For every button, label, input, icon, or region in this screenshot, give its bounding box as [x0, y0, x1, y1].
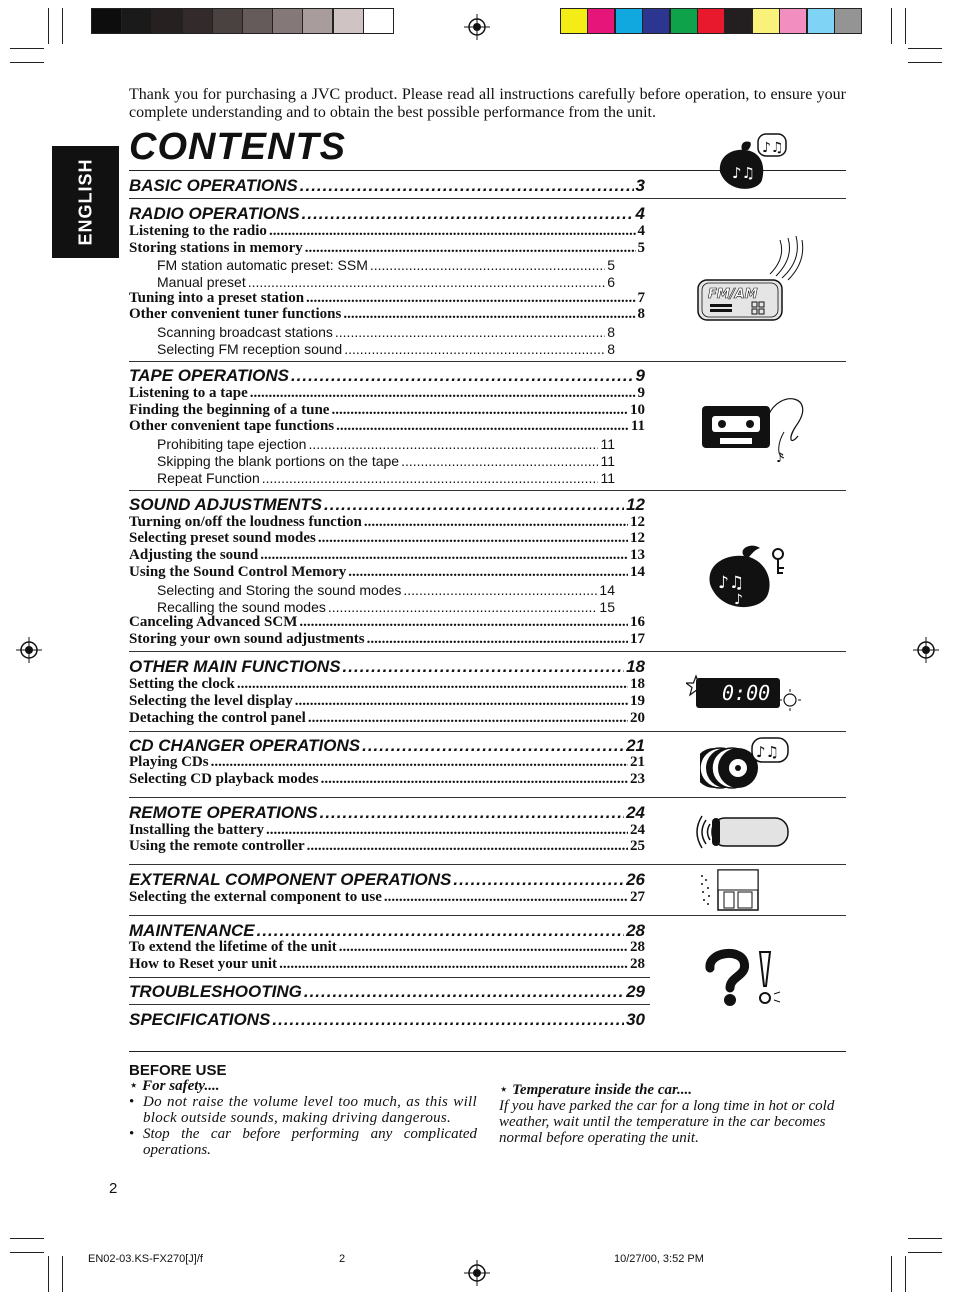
registration-mark-icon — [16, 637, 42, 663]
gray-swatch — [121, 8, 152, 34]
toc-section-basic[interactable]: BASIC OPERATIONS ..... 3 — [129, 176, 645, 196]
toc-entry[interactable]: Tuning into a preset station ..... 7 — [129, 290, 645, 307]
toc-entry[interactable]: Other convenient tuner functions ..... 8 — [129, 306, 645, 323]
section-divider — [129, 1004, 650, 1005]
toc-section-maintenance[interactable]: MAINTENANCE ..... 28 — [129, 921, 645, 941]
color-swatch — [697, 8, 725, 34]
color-swatch — [670, 8, 698, 34]
toc-entry[interactable]: Finding the beginning of a tune ..... 10 — [129, 402, 645, 419]
toc-subentry[interactable]: Prohibiting tape ejection ..... 11 — [157, 436, 615, 453]
section-divider — [129, 651, 846, 652]
toc-entry[interactable]: To extend the lifetime of the unit ..... 28 — [129, 939, 645, 956]
safety-notes: ⋆ For safety.... • Do not raise the volume level too much, as this will block outside sounds, making driving dangerous. • Stop the car before performing any complicated operations. — [129, 1078, 477, 1158]
gray-swatch — [151, 8, 182, 34]
toc-section-troubleshooting[interactable]: TROUBLESHOOTING ..... 29 — [129, 982, 645, 1002]
sound-bag-icon — [704, 540, 788, 614]
toc-section-specifications[interactable]: SPECIFICATIONS ..... 30 — [129, 1010, 645, 1030]
toc-entry[interactable]: Storing your own sound adjustments ..... 17 — [129, 631, 645, 648]
color-swatch — [752, 8, 780, 34]
toc-section-sound[interactable]: SOUND ADJUSTMENTS ..... 12 — [129, 495, 645, 515]
toc-entry[interactable]: Setting the clock ..... 18 — [129, 676, 645, 693]
radio-fm-am-icon — [694, 234, 806, 324]
toc-entry[interactable]: Selecting CD playback modes ..... 23 — [129, 771, 645, 788]
color-swatch — [779, 8, 807, 34]
section-divider — [129, 797, 846, 798]
toc-subentry[interactable]: Selecting and Storing the sound modes ..... 14 — [157, 582, 615, 599]
toc-subentry[interactable]: Recalling the sound modes ..... 15 — [157, 599, 615, 616]
svg-text:♪♫: ♪♫ — [756, 743, 780, 761]
color-swatch — [587, 8, 615, 34]
section-divider — [129, 864, 846, 865]
clock-display-icon — [686, 670, 802, 712]
section-divider — [129, 361, 846, 362]
footer-page: 2 — [339, 1253, 346, 1265]
registration-mark-icon — [464, 14, 490, 40]
toc-entry[interactable]: Using the remote controller ..... 25 — [129, 838, 645, 855]
footer-file: EN02-03.KS-FX270[J]/f — [88, 1253, 203, 1265]
color-swatch — [615, 8, 643, 34]
temperature-text: If you have parked the car for a long time in hot or cold weather, wait until the temperature in the car becomes normal before operating the unit. — [499, 1098, 835, 1146]
toc-entry[interactable]: How to Reset your unit ..... 28 — [129, 956, 645, 973]
toc-subentry[interactable]: Skipping the blank portions on the tape ..... 11 — [157, 453, 615, 470]
section-divider — [129, 731, 846, 732]
color-swatch — [724, 8, 752, 34]
safety-bullet: • Stop the car before performing any complicated operations. — [129, 1126, 477, 1158]
gray-swatch — [302, 8, 333, 34]
external-component-icon — [696, 868, 762, 914]
toc-section-external[interactable]: EXTERNAL COMPONENT OPERATIONS ..... 26 — [129, 870, 645, 890]
gray-swatch — [242, 8, 273, 34]
svg-text:♪♫: ♪♫ — [762, 140, 784, 156]
gray-swatch — [182, 8, 213, 34]
remote-controller-icon — [694, 812, 792, 852]
gray-swatch — [333, 8, 364, 34]
registration-mark-icon — [464, 1260, 490, 1286]
toc-entry[interactable]: Playing CDs ..... 21 — [129, 754, 645, 771]
color-swatch — [560, 8, 588, 34]
toc-section-other[interactable]: OTHER MAIN FUNCTIONS ..... 18 — [129, 657, 645, 677]
page-number: 2 — [109, 1180, 118, 1197]
color-swatch — [834, 8, 862, 34]
toc-entry[interactable]: Canceling Advanced SCM ..... 16 — [129, 614, 645, 631]
gray-swatch — [212, 8, 243, 34]
before-use-heading: BEFORE USE — [129, 1062, 227, 1079]
svg-text:♪♫: ♪♫ — [718, 573, 745, 593]
cd-changer-icon — [700, 736, 792, 792]
color-swatch — [642, 8, 670, 34]
svg-text:♪: ♪ — [734, 592, 743, 608]
toc-entry[interactable]: Storing stations in memory ..... 5 — [129, 240, 645, 257]
toc-entry[interactable]: Selecting the level display ..... 19 — [129, 693, 645, 710]
toc-entry[interactable]: Detaching the control panel ..... 20 — [129, 710, 645, 727]
toc-entry[interactable]: Turning on/off the loudness function ..... 12 — [129, 514, 645, 531]
toc-section-radio[interactable]: RADIO OPERATIONS ..... 4 — [129, 204, 645, 224]
question-exclamation-icon — [700, 946, 786, 1008]
temperature-title: Temperature inside the car.... — [512, 1082, 693, 1098]
toc-entry[interactable]: Selecting the external component to use ..... 27 — [129, 889, 645, 906]
intro-text: Thank you for purchasing a JVC product. Please read all instructions carefully before operation, to ensure your complete understanding and to obtain the best possible performance from the unit. — [129, 86, 846, 121]
gray-swatch — [363, 8, 394, 34]
clock-display-text: 0:00 — [722, 681, 771, 705]
gray-swatch — [272, 8, 303, 34]
language-tab-label: ENGLISH — [75, 158, 96, 246]
toc-entry[interactable]: Using the Sound Control Memory ..... 14 — [129, 564, 645, 581]
music-bag-icon — [714, 128, 790, 196]
section-divider — [129, 915, 846, 916]
toc-entry[interactable]: Listening to the radio ..... 4 — [129, 223, 645, 240]
fm-am-label: FM/AM — [708, 287, 758, 302]
safety-title: For safety.... — [142, 1078, 220, 1094]
toc-subentry[interactable]: FM station automatic preset: SSM ..... 5 — [157, 257, 615, 274]
toc-entry[interactable]: Adjusting the sound ..... 13 — [129, 547, 645, 564]
page-title: CONTENTS — [129, 126, 346, 168]
toc-section-cd[interactable]: CD CHANGER OPERATIONS ..... 21 — [129, 736, 645, 756]
section-divider — [129, 198, 846, 199]
language-tab — [52, 146, 119, 258]
toc-subentry[interactable]: Manual preset ..... 6 — [157, 274, 615, 291]
section-divider — [129, 490, 846, 491]
svg-text:♪♫: ♪♫ — [732, 164, 756, 182]
cassette-tape-icon — [700, 386, 810, 466]
section-divider — [129, 977, 650, 978]
toc-subentry[interactable]: Scanning broadcast stations ..... 8 — [157, 324, 615, 341]
toc-entry[interactable]: Installing the battery ..... 24 — [129, 822, 645, 839]
toc-section-remote[interactable]: REMOTE OPERATIONS ..... 24 — [129, 803, 645, 823]
toc-subentry[interactable]: Selecting FM reception sound ..... 8 — [157, 341, 615, 358]
toc-entry[interactable]: Other convenient tape functions ..... 11 — [129, 418, 645, 435]
registration-mark-icon — [913, 637, 939, 663]
gray-swatch — [91, 8, 122, 34]
safety-bullet: • Do not raise the volume level too much, as this will block outside sounds, making driving dangerous. — [129, 1094, 477, 1126]
toc-section-tape[interactable]: TAPE OPERATIONS ..... 9 — [129, 366, 645, 386]
footer-date: 10/27/00, 3:52 PM — [614, 1253, 704, 1265]
toc-entry[interactable]: Selecting preset sound modes ..... 12 — [129, 530, 645, 547]
svg-text:♪: ♪ — [776, 451, 785, 466]
temperature-notes: ⋆ Temperature inside the car.... If you have parked the car for a long time in hot or cold weather, wait until the temperature in the car becomes normal before operating the unit. — [499, 1082, 846, 1146]
bottom-divider — [129, 1051, 846, 1052]
toc-subentry[interactable]: Repeat Function ..... 11 — [157, 470, 615, 487]
toc-entry[interactable]: Listening to a tape ..... 9 — [129, 385, 645, 402]
color-swatch — [807, 8, 835, 34]
